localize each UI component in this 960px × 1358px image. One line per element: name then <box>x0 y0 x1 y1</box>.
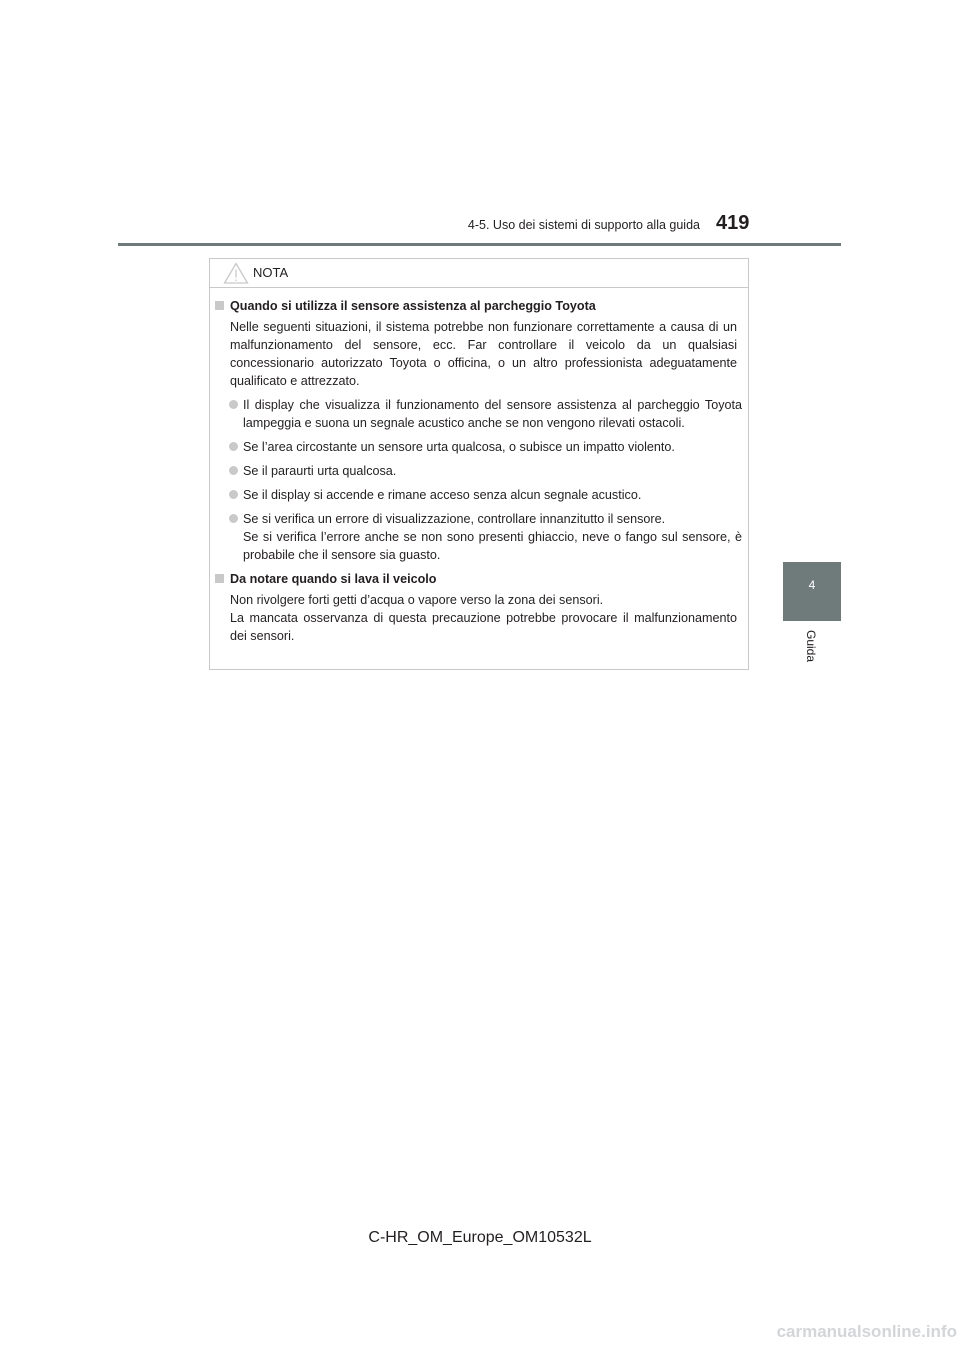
document-code: C-HR_OM_Europe_OM10532L <box>368 1229 592 1246</box>
chapter-number: 4 <box>808 578 816 592</box>
section-heading: Da notare quando si lava il veicolo <box>210 570 748 588</box>
list-item: Il display che visualizza il funzionamento del sensore assistenza al parcheggio Toyota lampeggia e suona un segnale acustico anche se non vengono rilevati ostacoli. <box>243 396 742 432</box>
round-bullet-icon <box>229 400 238 409</box>
section-heading: Quando si utilizza il sensore assistenza al parcheggio Toyota <box>210 297 748 315</box>
square-bullet-icon <box>215 301 224 310</box>
list-item: Se il paraurti urta qualcosa. <box>243 462 742 480</box>
round-bullet-icon <box>229 514 238 523</box>
chapter-tab <box>783 562 841 621</box>
page-number: 419 <box>716 212 750 234</box>
section-paragraph: Nelle seguenti situazioni, il sistema potrebbe non funzionare correttamente a causa di un malfunzionamento del sensore, ecc. Far controllare il veicolo da un qualsiasi concessionario autorizzato Toyota o officina, o un altro professionista adeguatamente qualificato e attrezzato. <box>230 320 737 388</box>
list-item: Se si verifica un errore di visualizzazione, controllare innanzitutto il sensore. Se si verifica l’errore anche se non sono presenti ghiaccio, neve o fango sul sensore, è probabile che il sensore sia guasto. <box>243 510 742 564</box>
section-title: 4-5. Uso dei sistemi di supporto alla guida <box>467 218 700 232</box>
round-bullet-icon <box>229 466 238 475</box>
nota-box <box>209 258 749 670</box>
watermark: carmanualsonline.info <box>776 1322 957 1341</box>
section-paragraph: Non rivolgere forti getti d’acqua o vapore verso la zona dei sensori. La mancata osservanza di questa precauzione potrebbe provocare il malfunzionamento dei sensori. <box>230 593 737 643</box>
nota-title: NOTA <box>253 265 289 280</box>
nota-content <box>210 297 748 651</box>
square-bullet-icon <box>215 574 224 583</box>
chapter-label: Guida <box>804 630 818 663</box>
header-divider <box>118 243 841 246</box>
warning-triangle-icon <box>223 262 249 284</box>
chapter-label-area <box>784 630 842 674</box>
nota-header <box>210 259 748 288</box>
list-item: Se il display si accende e rimane acceso senza alcun segnale acustico. <box>243 486 742 504</box>
list-item: Se l’area circostante un sensore urta qualcosa, o subisce un impatto violento. <box>243 438 742 456</box>
round-bullet-icon <box>229 490 238 499</box>
round-bullet-icon <box>229 442 238 451</box>
